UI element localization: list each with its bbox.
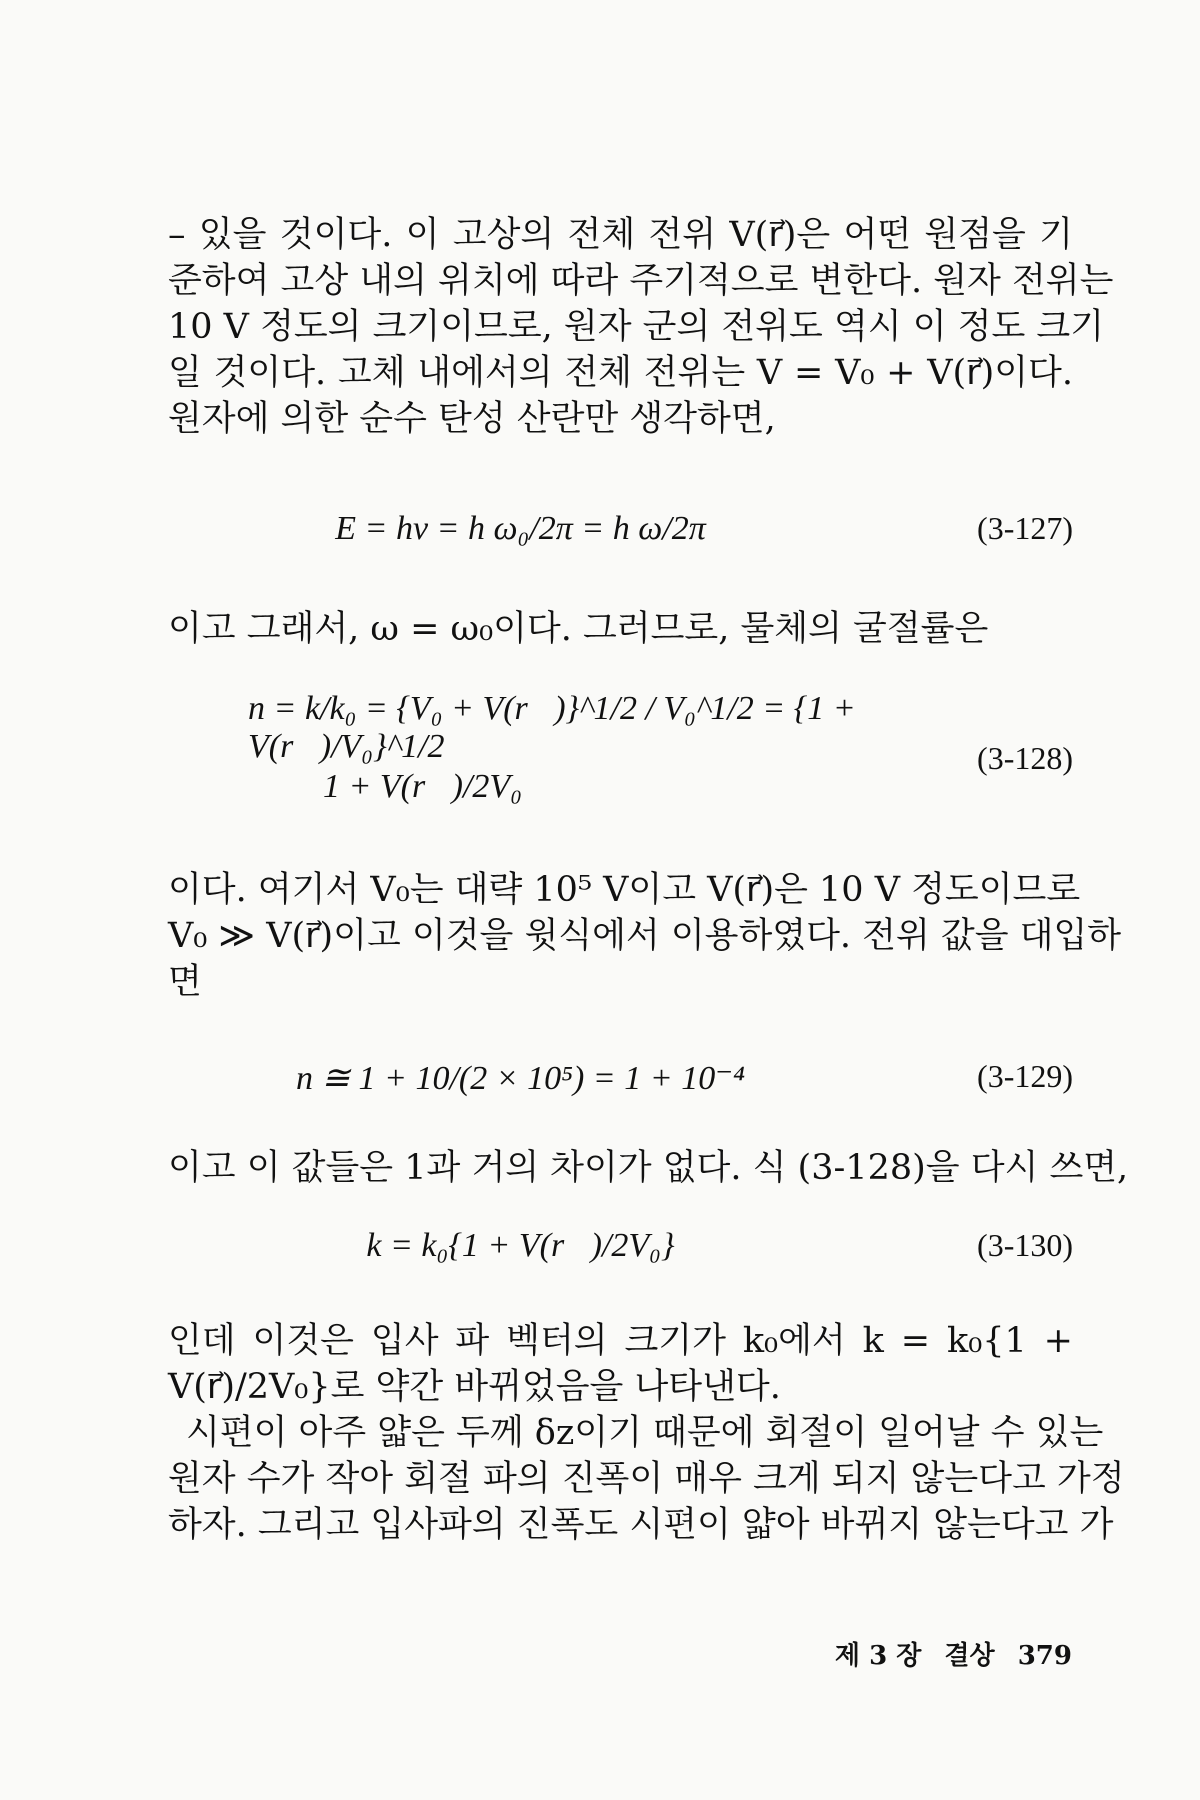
equation-body: k = k₀{1 + V(r⃗)/2V₀} [366,1227,675,1264]
page-number: 379 [1017,1641,1072,1671]
equation-3-130 [168,1227,1073,1287]
text-line: 준하여 고상 내의 위치에 따라 주기적으로 변한다. 원자 전위는 [168,261,1114,301]
text-line: V₀ ≫ V(r⃗)이고 이것을 윗식에서 이용하였다. 전위 값을 대입하 [168,916,1122,956]
chapter-label: 제 3 장 [834,1641,922,1671]
page-footer [821,1635,1072,1672]
text-line: 일 것이다. 고체 내에서의 전체 전위는 V = V₀ + V(r⃗)이다. [168,353,1073,393]
equation-number: (3-129) [977,1058,1073,1094]
equation-3-128 [168,690,1073,820]
text-line: – 있을 것이다. 이 고상의 전체 전위 V(r⃗)은 어떤 원점을 기 [168,215,1073,255]
equation-3-127 [168,510,1073,570]
equation-line: n = k/k₀ = {V₀ + V(r⃗)}^1/2 / V₀^1/2 = {1 + V(r⃗)/V₀}^1/2 [248,690,856,765]
equation-line: ≅ 1 + V(r⃗)/2V₀ [288,768,523,805]
text-line: V(r⃗)/2V₀}로 약간 바뀌었음을 나타낸다. [168,1367,781,1407]
text-line: 이고 그래서, ω = ω₀이다. 그러므로, 물체의 굴절률은 [168,609,989,649]
text-line: 원자에 의한 순수 탄성 산란만 생각하면, [168,399,776,439]
equation-number: (3-128) [977,740,1073,776]
section-label: 결상 [944,1641,995,1671]
text-line: 면 [168,962,202,1002]
equation-number: (3-127) [977,510,1073,546]
text-line: 원자 수가 작아 회절 파의 진폭이 매우 크게 되지 않는다고 가정 [168,1459,1125,1499]
text-line: 이다. 여기서 V₀는 대략 10⁵ V이고 V(r⃗)은 10 V 정도이므로 [168,870,1081,910]
equation-body: n ≅ 1 + 10/(2 × 10⁵) = 1 + 10⁻⁴ [296,1060,745,1097]
equation-body: E = hν = h ω₀/2π = h ω/2π [335,510,706,547]
text-line: 이고 이 값들은 1과 거의 차이가 없다. 식 (3-128)을 다시 쓰면, [168,1148,1129,1188]
text-line: 하자. 그리고 입사파의 진폭도 시편이 얇아 바뀌지 않는다고 가 [168,1505,1114,1545]
equation-3-129 [168,1058,1073,1118]
equation-number: (3-130) [977,1227,1073,1263]
text-line: 인데 이것은 입사 파 벡터의 크기가 k₀에서 k = k₀{1 + [168,1321,1073,1361]
text-line: 시편이 아주 얇은 두께 δz이기 때문에 회절이 일어날 수 있는 [186,1413,1104,1453]
text-line: 10 V 정도의 크기이므로, 원자 군의 전위도 역시 이 정도 크기 [168,307,1105,347]
